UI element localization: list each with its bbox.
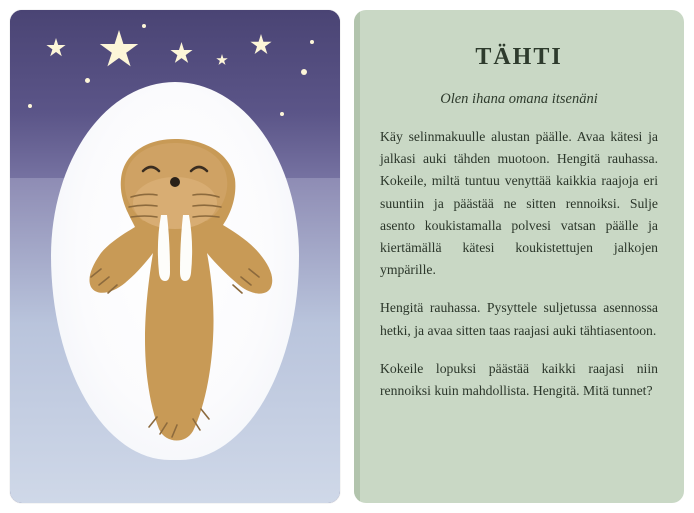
body-paragraph-3: Kokeile lopuksi päästää kaikki raajasi niin rennoiksi kuin mahdollista. Hengitä. Mitä tunnet? — [380, 360, 658, 398]
walrus-illustration — [25, 47, 325, 467]
illustration-card — [10, 10, 340, 503]
body-paragraph-1: Käy selinmakuulle alustan päälle. Avaa kätesi ja jalkasi auki tähden muotoon. Hengitä rauhassa. Kokeile, miltä tuntuu venyttää kaikkia raajoja eri suuntiin ja päästää ne sitten rennoiksi. Sulje asento koukistamalla polvesi vatsan päälle ja kiertämällä kätesi koukistettujen jalkojen ympärille. — [380, 129, 658, 278]
star-icon — [310, 40, 314, 44]
star-icon — [142, 24, 146, 28]
body-paragraph-2: Hengitä rauhassa. Pysyttele suljetussa asennossa hetki, ja avaa sitten taas raajasi auki tähtiasentoon. — [380, 300, 658, 338]
card-spine — [354, 10, 360, 503]
subtitle: Olen ihana omana itsenäni — [440, 91, 598, 107]
text-card — [354, 10, 684, 503]
page-title: TÄHTI — [475, 44, 563, 70]
